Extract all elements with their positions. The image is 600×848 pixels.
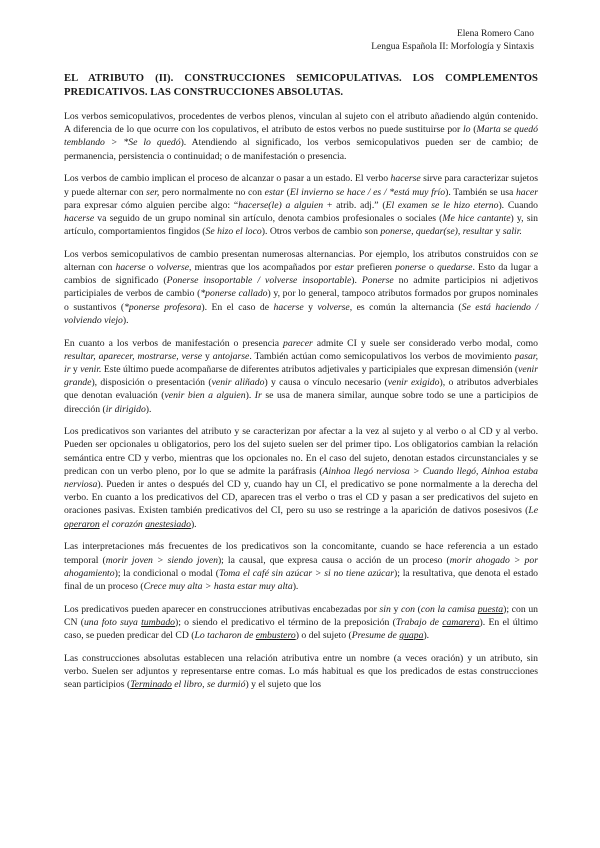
italic-example-text: quedarse bbox=[436, 262, 473, 274]
italic-example-text: Ir bbox=[254, 390, 262, 402]
italic-example-text bbox=[145, 519, 191, 530]
paragraph-alternations: Los verbos semicopulativos de cambio presentan numerosas alternancias. Por ejemplo, los atributos construidos con se alternan con hacerse o volverse, mientras que los acompañados por estar prefieren ponerse o quedarse. Esto da lugar a cambios de significado (Ponerse insoportable / volverse insoportable). Ponerse no admite participios ni adjetivos participiales de verbos de cambio (*ponerse callado) y, por lo general, tampoco atributos formados por grupos nominales o sustantivos (*ponerse profesora). En el caso de hacerse y volverse, es común la alternancia (Se está haciendo / volviendo viejo). bbox=[64, 248, 539, 326]
italic-example-text: venir aliñado bbox=[211, 377, 265, 389]
paragraph-semicopulative-intro: Los verbos semicopulativos, procedentes de verbos plenos, vinculan al sujeto con el atributo añadiendo algún contenido. A diferencia de lo que ocurre con los copulativos, el atributo de estos verbos no puede sustituirse por lo (Marta se quedó temblando > *Se lo quedó). Atendiendo al significado, los verbos semicopulativos pueden ser de cambio; de permanencia, persistencia o continuidad; o de manifestación o presencia. bbox=[64, 111, 538, 162]
document-title: EL ATRIBUTO (II). CONSTRUCCIONES SEMICOPULATIVAS. LOS COMPLEMENTOS PREDICATIVOS. LAS CONSTRUCCIONES ABSOLUTAS. bbox=[64, 73, 538, 98]
italic-example-text: hacer bbox=[515, 186, 538, 198]
italic-example-text: venir. bbox=[80, 363, 102, 375]
italic-example-text: estar bbox=[264, 186, 285, 198]
italic-example-text: hacerse bbox=[64, 212, 95, 224]
italic-example-text: con la camisa bbox=[420, 603, 478, 615]
paragraph-interpretations: Las interpretaciones más frecuentes de los predicativos son la concomitante, cuando se hace referencia a un estado temporal (morir joven > siendo joven); la causal, que expresa causa o acción de un proceso (morir ahogado > por ahogamiento); la condicional o modal (Toma el café sin azúcar > si no tiene azúcar); la resultativa, que denota el estado final de un proceso (Crece muy alta > hasta estar muy alta). bbox=[64, 541, 539, 592]
italic-example-text: antojarse bbox=[212, 350, 250, 362]
underlined-text: camarera bbox=[442, 616, 480, 628]
italic-example-text bbox=[141, 617, 175, 628]
underlined-text: Terminado bbox=[130, 679, 172, 691]
italic-example-text: Se hizo el loco bbox=[205, 226, 262, 238]
italic-example-text: ponerse bbox=[395, 262, 426, 274]
paragraph-prepositional-predicatives: Los predicativos pueden aparecer en construcciones atributivas encabezadas por sin y con (con la camisa puesta); con un CN (una foto suya tumbado); o siendo el predicativo el término de la preposición (Trabajo de camarera). En el último caso, se pueden predicar del CD (Lo tacharon de embustero) o del sujeto (Presume de guapa). bbox=[64, 603, 539, 642]
italic-example-text: salir. bbox=[502, 226, 522, 238]
italic-example-text: El invierno se hace / es / *está muy frío bbox=[289, 186, 446, 198]
italic-example-text: Toma el café sin azúcar > si no tiene azúcar bbox=[218, 567, 394, 579]
italic-example-text: Ainhoa llegó nerviosa > Cuando llegó, Ainhoa estaba nerviosa bbox=[64, 465, 538, 491]
paragraph-predicatives: Los predicativos son variantes del atributo y se caracterizan por afectar a la vez al sujeto y al verbo o al CD y al verbo. Pueden ser opcionales u obligatorios, pero los del sujeto suelen ser del primer tipo. Los obligatorios cambian la relación semántica entre CD y verbo, mientras que los opcionales no. En el caso del sujeto, denotan estados circunstanciales y se predican con un verbo pleno, por lo que se admite la paráfrasis (Ainhoa llegó nerviosa > Cuando llegó, Ainhoa estaba nerviosa). Pueden ir antes o después del CD y, cuando hay un CI, el predicativo se pone normalmente a la derecha del verbo. En cuanto a los predicativos del CD, aparecen tras el verbo o tras el CD y pasan a ser predicativos del sujeto en oraciones pasivas. Existen también predicativos del CI, pero su uso se restringe a la aparición de dativos posesivos (Le operaron el corazón anestesiado). bbox=[64, 426, 538, 530]
italic-example-text: pasar, ir bbox=[64, 350, 538, 375]
underlined-text: operaron bbox=[64, 518, 100, 530]
document-header bbox=[64, 28, 534, 54]
italic-example-text: Me hice cantante bbox=[442, 212, 511, 224]
italic-example-text: El examen se le hizo eterno bbox=[385, 199, 499, 211]
italic-example-text: Ponerse insoportable / volverse insoportable bbox=[166, 275, 352, 287]
course-name: Lengua Española II: Morfología y Sintaxis bbox=[371, 42, 534, 52]
italic-example-text bbox=[130, 679, 172, 690]
paragraph-change-verbs: Los verbos de cambio implican el proceso de alcanzar o pasar a un estado. El verbo hacerse sirve para caracterizar sujetos y puede alternar con ser, pero normalmente no con estar (El invierno se hace / es / *está muy frío). También se usa hacer para expresar cómo alguien percibe algo: “hacerse(le) a alguien + atrib. adj.” (El examen se le hizo eterno). Cuando hacerse va seguido de un grupo nominal sin artículo, denota cambios profesionales o sociales (Me hice cantante) y, sin artículo, comportamientos fingidos (Se hizo el loco). Otros verbos de cambio son ponerse, quedar(se), resultar y salir. bbox=[64, 173, 538, 238]
italic-example-text: volverse, bbox=[156, 262, 192, 274]
italic-example-text: sin bbox=[379, 603, 391, 615]
italic-example-text: estar bbox=[334, 262, 354, 274]
italic-example-text bbox=[442, 617, 479, 628]
underlined-text: anestesiado bbox=[145, 518, 191, 530]
italic-example-text: Presume de bbox=[351, 630, 400, 642]
italic-example-text: Se está haciendo / volviendo viejo bbox=[64, 301, 539, 326]
italic-example-text: hacerse(le) a alguien bbox=[238, 199, 324, 211]
italic-example-text: el libro, se durmió bbox=[171, 679, 246, 691]
italic-example-text: volverse, bbox=[317, 301, 353, 313]
italic-example-text: resultar, aparecer, mostrarse, verse bbox=[64, 350, 203, 362]
italic-example-text: Crece muy alta > hasta estar muy alta bbox=[143, 581, 293, 592]
italic-example-text: parecer bbox=[283, 337, 313, 349]
underlined-text: tumbado bbox=[141, 616, 175, 628]
author-name: Elena Romero Cano bbox=[456, 29, 534, 39]
italic-example-text: venir bien a alguien bbox=[164, 390, 246, 402]
italic-example-text: venir exigido bbox=[387, 377, 440, 389]
italic-example-text bbox=[478, 604, 503, 615]
italic-example-text: Le bbox=[528, 505, 538, 517]
italic-example-text: venir grande bbox=[64, 363, 538, 389]
italic-example-text: ser, bbox=[146, 186, 160, 198]
italic-example-text: Trabajo de bbox=[395, 616, 443, 628]
document-body bbox=[64, 110, 538, 691]
italic-example-text: hacerse bbox=[390, 173, 421, 185]
paragraph-manifestation-verbs: En cuanto a los verbos de manifestación o presencia parecer admite CI y suele ser considerado verbo modal, como resultar, aparecer, mostrarse, verse y antojarse. También actúan como semicopulativos los verbos de movimiento pasar, ir y venir. Este último puede acompañarse de diferentes atributos adjetivales y participiales que expresan dimensión (venir grande), disposición o presentación (venir aliñado) y causa o vínculo necesario (venir exigido), o atributos adverbiales que denotan evaluación (venir bien a alguien). Ir se usa de manera similar, aunque sobre todo se une a participios de dirección (ir dirigido). bbox=[64, 337, 538, 415]
italic-example-text: Lo tacharon de bbox=[194, 630, 256, 642]
italic-example-text bbox=[399, 630, 423, 641]
underlined-text: guapa bbox=[399, 630, 424, 642]
italic-example-text: hacerse bbox=[115, 262, 146, 274]
paragraph-absolute-constructions: Las construcciones absolutas establecen una relación atributiva entre un nombre (a veces oración) y un atributo, sin verbo. Suelen ser adjuntos y representarse entre comas. Lo más habitual es que los predicados de estas construcciones sean participios (Terminado el libro, se durmió) y el sujeto que los bbox=[64, 652, 538, 691]
italic-example-text bbox=[64, 519, 100, 530]
italic-example-text: *ponerse callado bbox=[200, 288, 268, 300]
italic-example-text: ponerse, quedar(se), resultar bbox=[380, 226, 494, 238]
italic-example-text: morir joven > siendo joven bbox=[105, 554, 218, 566]
italic-example-text: con bbox=[400, 603, 415, 615]
italic-example-text: *ponerse profesora bbox=[124, 301, 202, 313]
underlined-text: puesta bbox=[477, 603, 504, 615]
italic-example-text: hacerse bbox=[273, 301, 304, 313]
italic-example-text: lo bbox=[462, 124, 471, 136]
italic-example-text: ir dirigido bbox=[105, 403, 146, 415]
italic-example-text: el corazón bbox=[99, 518, 146, 530]
italic-example-text: Marta se quedó temblando > *Se lo quedó bbox=[64, 124, 538, 149]
italic-example-text bbox=[256, 630, 296, 641]
italic-example-text: Ponerse bbox=[361, 275, 394, 287]
underlined-text: embustero bbox=[255, 630, 296, 642]
italic-example-text: se bbox=[529, 248, 538, 260]
italic-example-text: una foto suya bbox=[83, 616, 142, 628]
italic-example-text: morir ahogado > por ahogamiento bbox=[64, 554, 538, 579]
